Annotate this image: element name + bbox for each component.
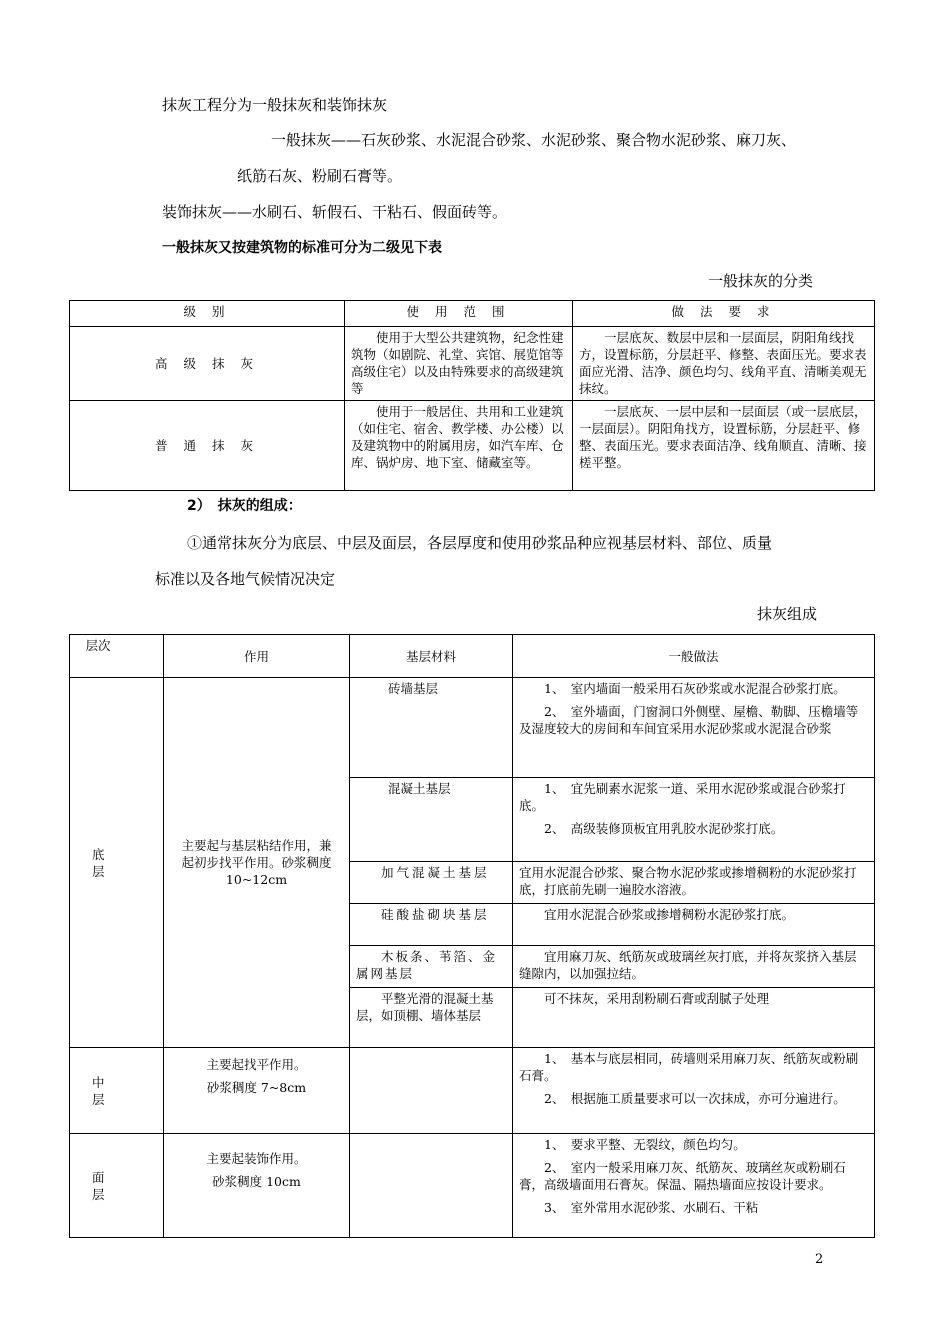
composition-heading: 2） 抹灰的组成： <box>187 498 302 514</box>
header-scope: 使 用 范 围 <box>345 301 573 327</box>
composition-paragraph: ①通常抹灰分为底层、中层及面层，各层厚度和使用砂浆品种应视基层材料、部位、质量 <box>187 534 773 552</box>
material-cell-empty <box>350 1048 513 1134</box>
header-material: 基层材料 <box>350 635 513 678</box>
header-role: 作用 <box>164 635 350 678</box>
scope-cell: 使用于一般居住、共用和工业建筑（如住宅、宿舍、教学楼、办公楼）以及建筑物中的附属用房，如汽车库、仓库、锅炉房、地下室、储藏室等。 <box>345 401 573 491</box>
intro-line: 抹灰工程分为一般抹灰和装饰抹灰 <box>162 96 388 114</box>
table-row <box>70 327 875 401</box>
method-cell: 1、 宜先刷素水泥浆一道、采用水泥砂浆或混合砂浆打底。 2、 高级装修顶板宜用乳胶水泥砂浆打底。 <box>513 778 875 862</box>
decorative-plaster-line: 装饰抹灰——水刷石、斩假石、干粘石、假面砖等。 <box>162 203 508 221</box>
general-plaster-line: 一般抹灰——石灰砂浆、水泥混合砂浆、水泥砂浆、聚合物水泥砂浆、麻刀灰、 <box>271 131 797 149</box>
material-cell-empty <box>350 1134 513 1238</box>
composition-paragraph-cont: 标准以及各地气候情况决定 <box>155 570 336 588</box>
layer-top: 面层 <box>70 1134 164 1238</box>
level-cell: 普 通 抹 灰 <box>70 401 345 491</box>
table2-caption: 抹灰组成 <box>757 605 818 623</box>
general-plaster-line-cont: 纸筋石灰、粉刷石膏等。 <box>237 167 403 185</box>
material-cell: 硅酸盐砌块基层 <box>350 904 513 946</box>
method-cell: 宜用水泥混合砂浆或掺增稠粉水泥砂浆打底。 <box>513 904 875 946</box>
table-row <box>70 401 875 491</box>
plaster-classification-table <box>69 300 875 491</box>
material-cell: 砖墙基层 <box>350 678 513 778</box>
layer-middle: 中层 <box>70 1048 164 1134</box>
page-number: 2 <box>815 1252 824 1267</box>
material-cell: 平整光滑的混凝土基层，如顶棚、墙体基层 <box>350 988 513 1048</box>
role-middle: 主要起找平作用。 砂浆稠度 7~8cm <box>164 1048 350 1134</box>
table-row <box>70 678 875 778</box>
method-cell: 1、 要求平整、无裂纹，颜色均匀。 2、 室内一般采用麻刀灰、纸筋灰、玻璃丝灰或粉刷石膏，高级墙面用石膏灰。保温、隔热墙面应按设计要求。 3、 室外常用水泥砂浆、水刷石、干粘 <box>513 1134 875 1238</box>
header-level: 级 别 <box>70 301 345 327</box>
header-method: 做 法 要 求 <box>573 301 875 327</box>
role-base: 主要起与基层粘结作用，兼起初步找平作用。砂浆稠度10~12cm <box>164 678 350 1048</box>
level-cell: 高 级 抹 灰 <box>70 327 345 401</box>
table1-caption: 一般抹灰的分类 <box>708 272 814 290</box>
method-cell: 1、 室内墙面一般采用石灰砂浆或水泥混合砂浆打底。 2、 室外墙面，门窗洞口外侧壁、屋檐、勒脚、压檐墙等及湿度较大的房间和车间宜采用水泥砂浆或水泥混合砂浆 <box>513 678 875 778</box>
method-cell: 1、 基本与底层相同，砖墙则采用麻刀灰、纸筋灰或粉刷石膏。 2、 根据施工质量要求可以一次抹成，亦可分遍进行。 <box>513 1048 875 1134</box>
method-cell: 一层底灰、一层中层和一层面层（或一层底层，一层面层）。阴阳角找方，设置标筋，分层赶平、修整、表面压光。要求表面洁净、线角顺直、清晰、接槎平整。 <box>573 401 875 491</box>
role-top: 主要起装饰作用。 砂浆稠度 10cm <box>164 1134 350 1238</box>
layer-base: 底层 <box>70 678 164 1048</box>
header-method: 一般做法 <box>513 635 875 678</box>
section-heading: 一般抹灰又按建筑物的标准可分为二级见下表 <box>162 240 442 256</box>
material-cell: 加气混凝土基层 <box>350 862 513 904</box>
method-cell: 宜用水泥混合砂浆、聚合物水泥砂浆或掺增稠粉的水泥砂浆打底，打底前先刷一遍胶水溶液。 <box>513 862 875 904</box>
table-row <box>70 1048 875 1134</box>
plaster-composition-table <box>69 634 875 1238</box>
material-cell: 木板条、苇箔、金属网基层 <box>350 946 513 988</box>
table-row <box>70 1134 875 1238</box>
header-layer: 层次 <box>70 635 164 678</box>
method-cell: 宜用麻刀灰、纸筋灰或玻璃丝灰打底，并将灰浆挤入基层缝隙内，以加强拉结。 <box>513 946 875 988</box>
material-cell: 混凝土基层 <box>350 778 513 862</box>
method-cell: 可不抹灰，采用刮粉刷石膏或刮腻子处理 <box>513 988 875 1048</box>
method-cell: 一层底灰、数层中层和一层面层，阴阳角线找方，设置标筋，分层赶平、修整、表面压光。要求表面应光滑、洁净、颜色均匀、线角平直、清晰美观无抹纹。 <box>573 327 875 401</box>
scope-cell: 使用于大型公共建筑物，纪念性建筑物（如剧院、礼堂、宾馆、展览馆等高级住宅）以及由特殊要求的高级建筑等 <box>345 327 573 401</box>
